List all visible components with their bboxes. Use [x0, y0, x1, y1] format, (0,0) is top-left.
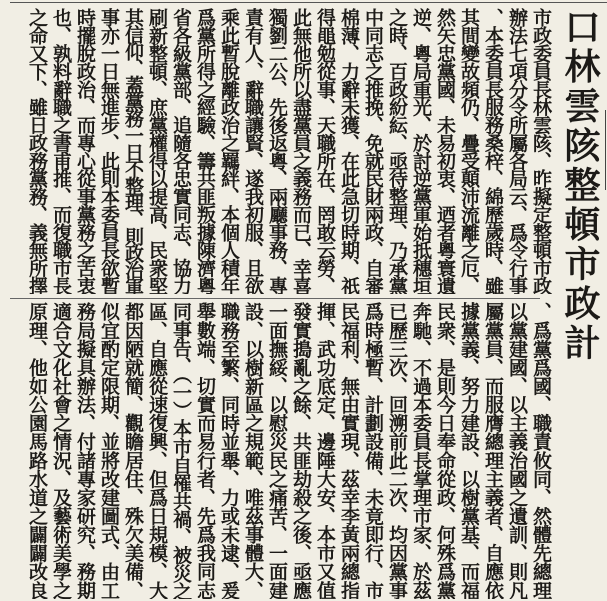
text-column: 以黨建國、以主義治國之遺訓、則凡 [506, 302, 528, 599]
text-column: 同事告、（一）本市自罹共禍、被災之 [170, 302, 192, 599]
headline: 口林雲陔整頓市政計 [559, 8, 601, 360]
text-column: 都因陋就簡、觀瞻居住、殊欠美備、 [122, 302, 144, 599]
text-column: 事亦一日無進步、此則本委員長欲暫 [98, 8, 120, 294]
text-column: 也、孰料辭職之書甫推、而復職市長 [50, 8, 72, 294]
text-column: 時擺脫政治、而專心從事黨務之苦衷 [74, 8, 96, 294]
text-column: 得黽勉從事、天職所在、罔敢云勞、 [314, 8, 336, 294]
title-side-rule [605, 110, 606, 190]
text-column: 爲黨所得之經驗、籌共匪叛據陳濟粵 [194, 8, 216, 294]
text-column: 區、自應從速復興、但爲日規模、大 [146, 302, 168, 599]
text-column: 辦法七項分令所屬各局云、爲令行事 [506, 8, 528, 294]
text-column: 責有人、辭職讓賢、遂我初服、且欲 [242, 8, 264, 294]
text-column: 其間變故頻仍、疊受顛沛流離之厄、 [458, 8, 480, 294]
text-column: 屬黨員、而服膺總理主義者、自應依 [482, 302, 504, 599]
text-column: 中同志之推挽、免就民財兩政、自審 [362, 8, 384, 294]
text-column: 之時、百政紛紜、亟待整理、乃承黨 [386, 8, 408, 294]
text-column: 奔馳、不過本委員長掌理市家、於茲 [410, 302, 432, 599]
text-column: 然矢忠黨國、未易初衷、迺者粵寰遺 [434, 8, 456, 294]
text-column: 似宜酌定限期、並將改建圖式、由工 [98, 302, 120, 599]
text-column: 已歷三次、回溯前此二次、均因黨事 [386, 302, 408, 599]
section-divider [10, 298, 540, 299]
text-column: 一面撫綏、以慰災民之痛苦、一面建 [266, 302, 288, 599]
text-column: 省各級黨部、追隨各忠實同志、協力 [170, 8, 192, 294]
text-column: 之命又下、雖日政務黨務、義無所擇 [26, 8, 48, 294]
top-border-rule [10, 2, 607, 3]
text-column: 爲時極暫、計劃設備、未竟即行、市 [362, 302, 384, 599]
text-column: 、爲黨爲國、職責攸同、然體先總理 [530, 302, 552, 599]
text-column: 棉薄、力辭未獲、在此急切時期、祇 [338, 8, 360, 294]
text-column: 據黨義、努力建設、以樹黨基、而福 [458, 302, 480, 599]
text-column: 此無他所以盡黨員之義務而已、幸喜 [290, 8, 312, 294]
text-column: 揮、武功底定、邊陲大安、本市又值 [314, 302, 336, 599]
text-column: 市政委員長林雲陔、昨擬定整頓市政 [530, 8, 552, 294]
text-column: 職務至繁、同時並舉、力或未逮、爰 [218, 302, 240, 599]
text-column: 務局擬具辦法、付諸專家研究、務期 [74, 302, 96, 599]
text-column: 原理、他如公園馬路水道之闢闢改良 [26, 302, 48, 599]
text-column: 、本委員長服務桑梓、綿歷歲時、雖 [482, 8, 504, 294]
text-column: 民衆、是則今日奉命從政、何殊爲黨 [434, 302, 456, 599]
text-column: 刷新整頓、庶黨權得以提高、民衆堅 [146, 8, 168, 294]
text-column: 獨劉二公、先後返粵、兩廳事務、專 [266, 8, 288, 294]
text-column: 設、以樹新區之規範、唯茲事體大、 [242, 302, 264, 599]
text-column: 其信仰、蓋黨務一日不整理、則政治軍 [122, 8, 144, 294]
text-column: 乘此暫脫離政治之羈絆、本個人積年 [218, 8, 240, 294]
text-column: 發實搗亂之餘、共匪劫殺之後、亟應 [290, 302, 312, 599]
text-column: 適合文化社會之情況、及藝術美學之 [50, 302, 72, 599]
text-column: 逆、粵局重光、於討逆黨軍始抵穗垣 [410, 8, 432, 294]
text-column: 舉數端、切實而易行者、先爲我同志 [194, 302, 216, 599]
text-column: 民福利、無由實現、茲幸李黃兩總指 [338, 302, 360, 599]
